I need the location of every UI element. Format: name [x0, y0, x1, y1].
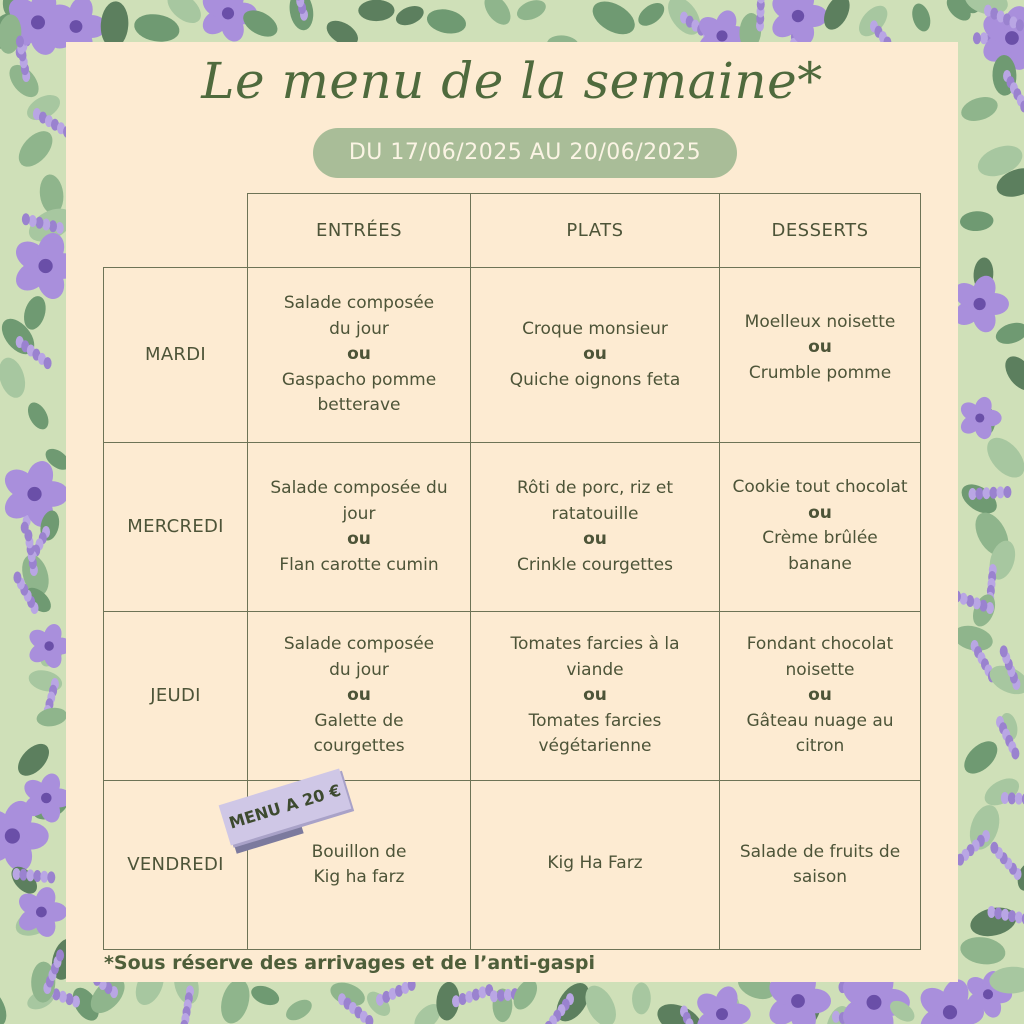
or-separator: ou	[347, 344, 371, 365]
date-range-badge: DU 17/06/2025 AU 20/06/2025	[313, 128, 737, 178]
menu-cell	[720, 612, 920, 780]
menu-cell	[471, 268, 719, 442]
or-separator: ou	[808, 685, 832, 706]
or-separator: ou	[583, 529, 607, 549]
dish-line: banane	[788, 553, 852, 574]
dish-line: Crinkle courgettes	[517, 554, 673, 575]
menu-cell	[720, 781, 920, 949]
or-separator: ou	[808, 337, 832, 358]
dish-line: végétarienne	[538, 736, 652, 757]
dish-line: Crumble pomme	[748, 362, 892, 383]
dish-line: Salade composée	[283, 293, 435, 314]
page-title: Le menu de la semaine*	[201, 52, 823, 110]
dish-line: du jour	[329, 659, 389, 680]
dish-line: Fondant chocolat	[746, 634, 894, 655]
dish-line: viande	[566, 659, 624, 680]
dish-line: Gâteau nuage au	[746, 710, 894, 731]
dish-line: Rôti de porc, riz et	[516, 478, 674, 498]
menu-cell	[248, 612, 470, 780]
dish-line: betterave	[317, 395, 401, 416]
menu-cell	[720, 268, 920, 428]
menu-cell	[471, 781, 719, 947]
day-label-mercredi: MERCREDI	[127, 516, 224, 538]
dish-line: Quiche oignons feta	[509, 369, 681, 390]
dish-line: du jour	[329, 318, 389, 339]
menu-cell	[248, 443, 470, 611]
price-tag-label: MENU A 20 €	[226, 780, 343, 833]
or-separator: ou	[347, 529, 371, 549]
dish-line: noisette	[785, 659, 855, 680]
or-separator: ou	[347, 685, 371, 706]
dish-line: Tomates farcies à la	[510, 634, 680, 655]
dish-line: Salade composée du	[270, 478, 448, 498]
dish-line: Salade composée	[283, 634, 435, 655]
dish-line: ratatouille	[551, 503, 639, 524]
menu-cell	[471, 612, 719, 780]
day-label-jeudi: JEUDI	[150, 685, 201, 707]
dish-line: courgettes	[313, 736, 405, 757]
or-separator: ou	[583, 685, 607, 706]
column-header-desserts: DESSERTS	[771, 219, 869, 241]
or-separator: ou	[583, 344, 607, 365]
dish-line: Tomates farcies	[528, 710, 662, 731]
dish-line: Crème brûlée	[762, 528, 878, 548]
menu-cell	[720, 443, 920, 609]
or-separator: ou	[808, 502, 832, 523]
dish-line: citron	[795, 736, 845, 757]
dish-line: Flan carotte cumin	[279, 554, 439, 575]
dish-line: Cookie tout chocolat	[732, 477, 908, 497]
dish-line: Croque monsieur	[522, 318, 668, 339]
day-label-vendredi: VENDREDI	[127, 854, 224, 876]
dish-line: Kig ha farz	[313, 867, 405, 887]
column-header-entrees: ENTRÉES	[315, 219, 402, 241]
dish-line: Kig Ha Farz	[547, 853, 643, 874]
dish-line: Gaspacho pomme	[281, 369, 437, 390]
dish-line: Galette de	[314, 710, 404, 731]
day-label-mardi: MARDI	[144, 344, 207, 366]
menu-cell	[248, 268, 470, 442]
dish-line: Salade de fruits de	[739, 841, 901, 862]
dish-line: jour	[342, 503, 376, 524]
menu-cell	[471, 443, 719, 611]
dish-line: Moelleux noisette	[744, 311, 896, 332]
footnote: *Sous réserve des arrivages et de l’anti-gaspi	[104, 952, 596, 974]
dish-line: saison	[792, 867, 848, 887]
column-header-plats: PLATS	[566, 219, 624, 241]
dish-line: Bouillon de	[311, 841, 407, 862]
